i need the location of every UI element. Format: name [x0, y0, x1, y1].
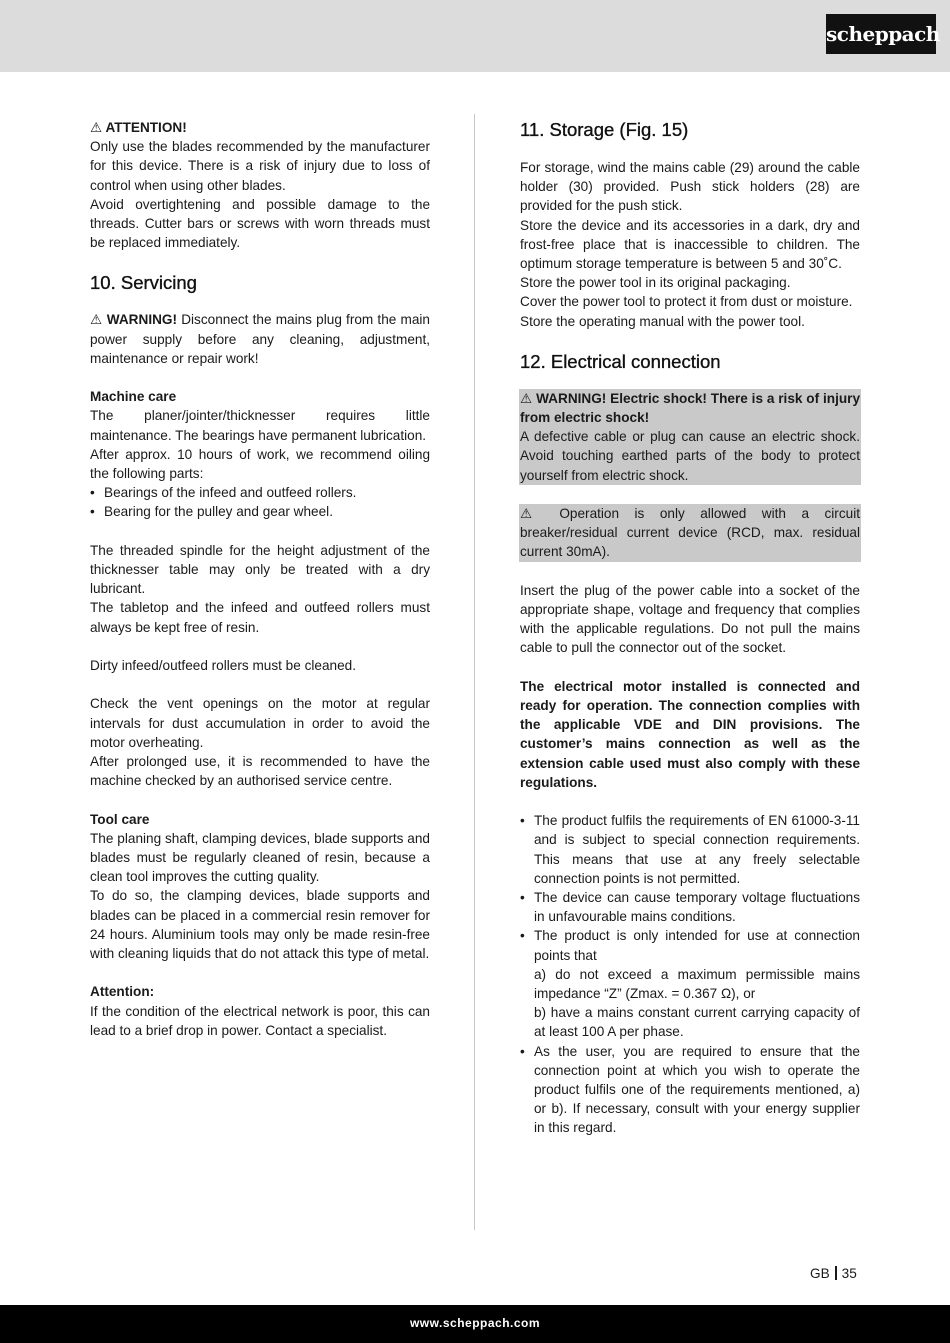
servicing-warning-text: Disconnect the mains plug from the main power supply before any cleaning, adjustment, maintenance or repair work! [90, 312, 430, 366]
section-heading-storage: 11. Storage (Fig. 15) [520, 119, 689, 140]
page-number [810, 1264, 857, 1283]
machine-care-paragraph: Dirty infeed/outfeed rollers must be cleaned. [90, 658, 356, 674]
section-heading-servicing: 10. Servicing [90, 272, 197, 294]
rcd-note-text: ⚠ Operation is only allowed with a circuit breaker/residual current device (RCD, max. residual current 30mA). [520, 506, 860, 560]
list-item-option-b: b) have a mains constant current carrying capacity of at least 100 A per phase. [534, 1005, 860, 1040]
list-item: • The product fulfils the requirements of EN 61000-3-11 and is subject to special connection requirements. This means that use at any freely selectable connection points is not permitted. [520, 811, 860, 888]
right-column [520, 118, 860, 1138]
machine-care-paragraph: After approx. 10 hours of work, we recommend oiling the following parts: [90, 446, 430, 482]
attention-paragraph-2: Avoid overtightening and possible damage to the threads. Cutter bars or screws with worn threads must be replaced immediately. [90, 196, 430, 251]
electric-shock-warning-box [519, 389, 861, 485]
attention-heading: Attention: [90, 984, 155, 1000]
list-item: • The device can cause temporary voltage fluctuations in unfavourable mains conditions. [520, 888, 860, 926]
page-number-value: 35 [841, 1266, 857, 1281]
storage-paragraph: Store the device and its accessories in a dark, dry and frost-free place that is inaccessible to children. The optimum storage temperature is between 5 and 30˚C. [520, 217, 860, 272]
page-separator [835, 1266, 837, 1280]
electrical-paragraph: Insert the plug of the power cable into a socket of the appropriate shape, voltage and frequency that complies with the applicable regulations. Do not pull the mains cable to pull the connector out of the socket. [520, 582, 860, 656]
list-item: • As the user, you are required to ensure that the connection point at which you wish to operate the product fulfils one of the requirements mentioned, a) or b). If necessary, consult with your energy supplier in this regard. [520, 1042, 860, 1138]
list-item-option-a: a) do not exceed a maximum permissible mains impedance “Z” (Zmax. = 0.367 Ω), or [534, 966, 860, 1002]
storage-paragraph: Cover the power tool to protect it from dust or moisture. [520, 294, 853, 310]
brand-logo: scheppach [826, 14, 936, 54]
left-column [90, 118, 430, 1040]
language-code: GB [810, 1266, 830, 1281]
machine-care-paragraph: The tabletop and the infeed and outfeed rollers must always be kept free of resin. [90, 600, 430, 635]
website-link[interactable]: www.scheppach.com [409, 1316, 541, 1330]
servicing-warning [90, 310, 430, 368]
machine-care-paragraph: After prolonged use, it is recommended to have the machine checked by an authorised service centre. [90, 754, 430, 789]
attention-paragraph: If the condition of the electrical network is poor, this can lead to a brief drop in power. Contact a specialist. [90, 1003, 430, 1038]
rcd-note-box [519, 504, 861, 562]
list-item: • Bearing for the pulley and gear wheel. [90, 502, 430, 521]
list-item-intro: The product is only intended for use at connection points that [534, 928, 860, 963]
requirements-list [520, 811, 860, 1137]
tool-care-paragraph: To do so, the clamping devices, blade supports and blades can be placed in a commercial resin remover for 24 hours. Aluminium tools may only be made resin-free with cleaning liquids that do not attack this type of metal. [90, 888, 430, 962]
storage-paragraph: Store the operating manual with the power tool. [520, 313, 805, 329]
electric-shock-warning-text: A defective cable or plug can cause an electric shock. Avoid touching earthed parts of the body to protect yourself from electric shock. [520, 429, 860, 483]
machine-care-paragraph: The planer/jointer/thicknesser requires little maintenance. The bearings have permanent lubrication. [90, 408, 430, 443]
section-heading-electrical: 12. Electrical connection [520, 350, 721, 372]
attention-paragraph-1: Only use the blades recommended by the manufacturer for this device. There is a risk of injury due to loss of control when using other blades. [90, 139, 430, 193]
storage-paragraph: Store the power tool in its original packaging. [520, 275, 791, 291]
list-item [520, 926, 860, 1041]
column-divider [474, 114, 475, 1230]
tool-care-heading: Tool care [90, 811, 150, 827]
servicing-warning-label: ⚠ WARNING! [90, 312, 178, 328]
oiling-list [90, 483, 430, 521]
tool-care-paragraph: The planing shaft, clamping devices, blade supports and blades must be regularly cleaned of resin, because a clean tool improves the cutting quality. [90, 830, 430, 885]
attention-title: ⚠ ATTENTION! [90, 120, 187, 135]
machine-care-heading: Machine care [90, 389, 177, 405]
electric-shock-warning-title: ⚠ WARNING! Electric shock! There is a risk of injury from electric shock! [520, 390, 860, 426]
list-item: • Bearings of the infeed and outfeed rollers. [90, 483, 430, 502]
header-band [0, 0, 950, 72]
machine-care-paragraph: Check the vent openings on the motor at regular intervals for dust accumulation in order to avoid the motor overheating. [90, 696, 430, 750]
electrical-bold-paragraph: The electrical motor installed is connected and ready for operation. The connection complies with the applicable VDE and DIN provisions. The customer’s mains connection as well as the extension cable used must also comply with these regulations. [520, 678, 860, 790]
machine-care-paragraph: The threaded spindle for the height adjustment of the thicknesser table may only be treated with a dry lubricant. [90, 542, 430, 597]
storage-paragraph: For storage, wind the mains cable (29) around the cable holder (30) provided. Push stick holders (28) are provided for the push stick. [520, 160, 860, 214]
